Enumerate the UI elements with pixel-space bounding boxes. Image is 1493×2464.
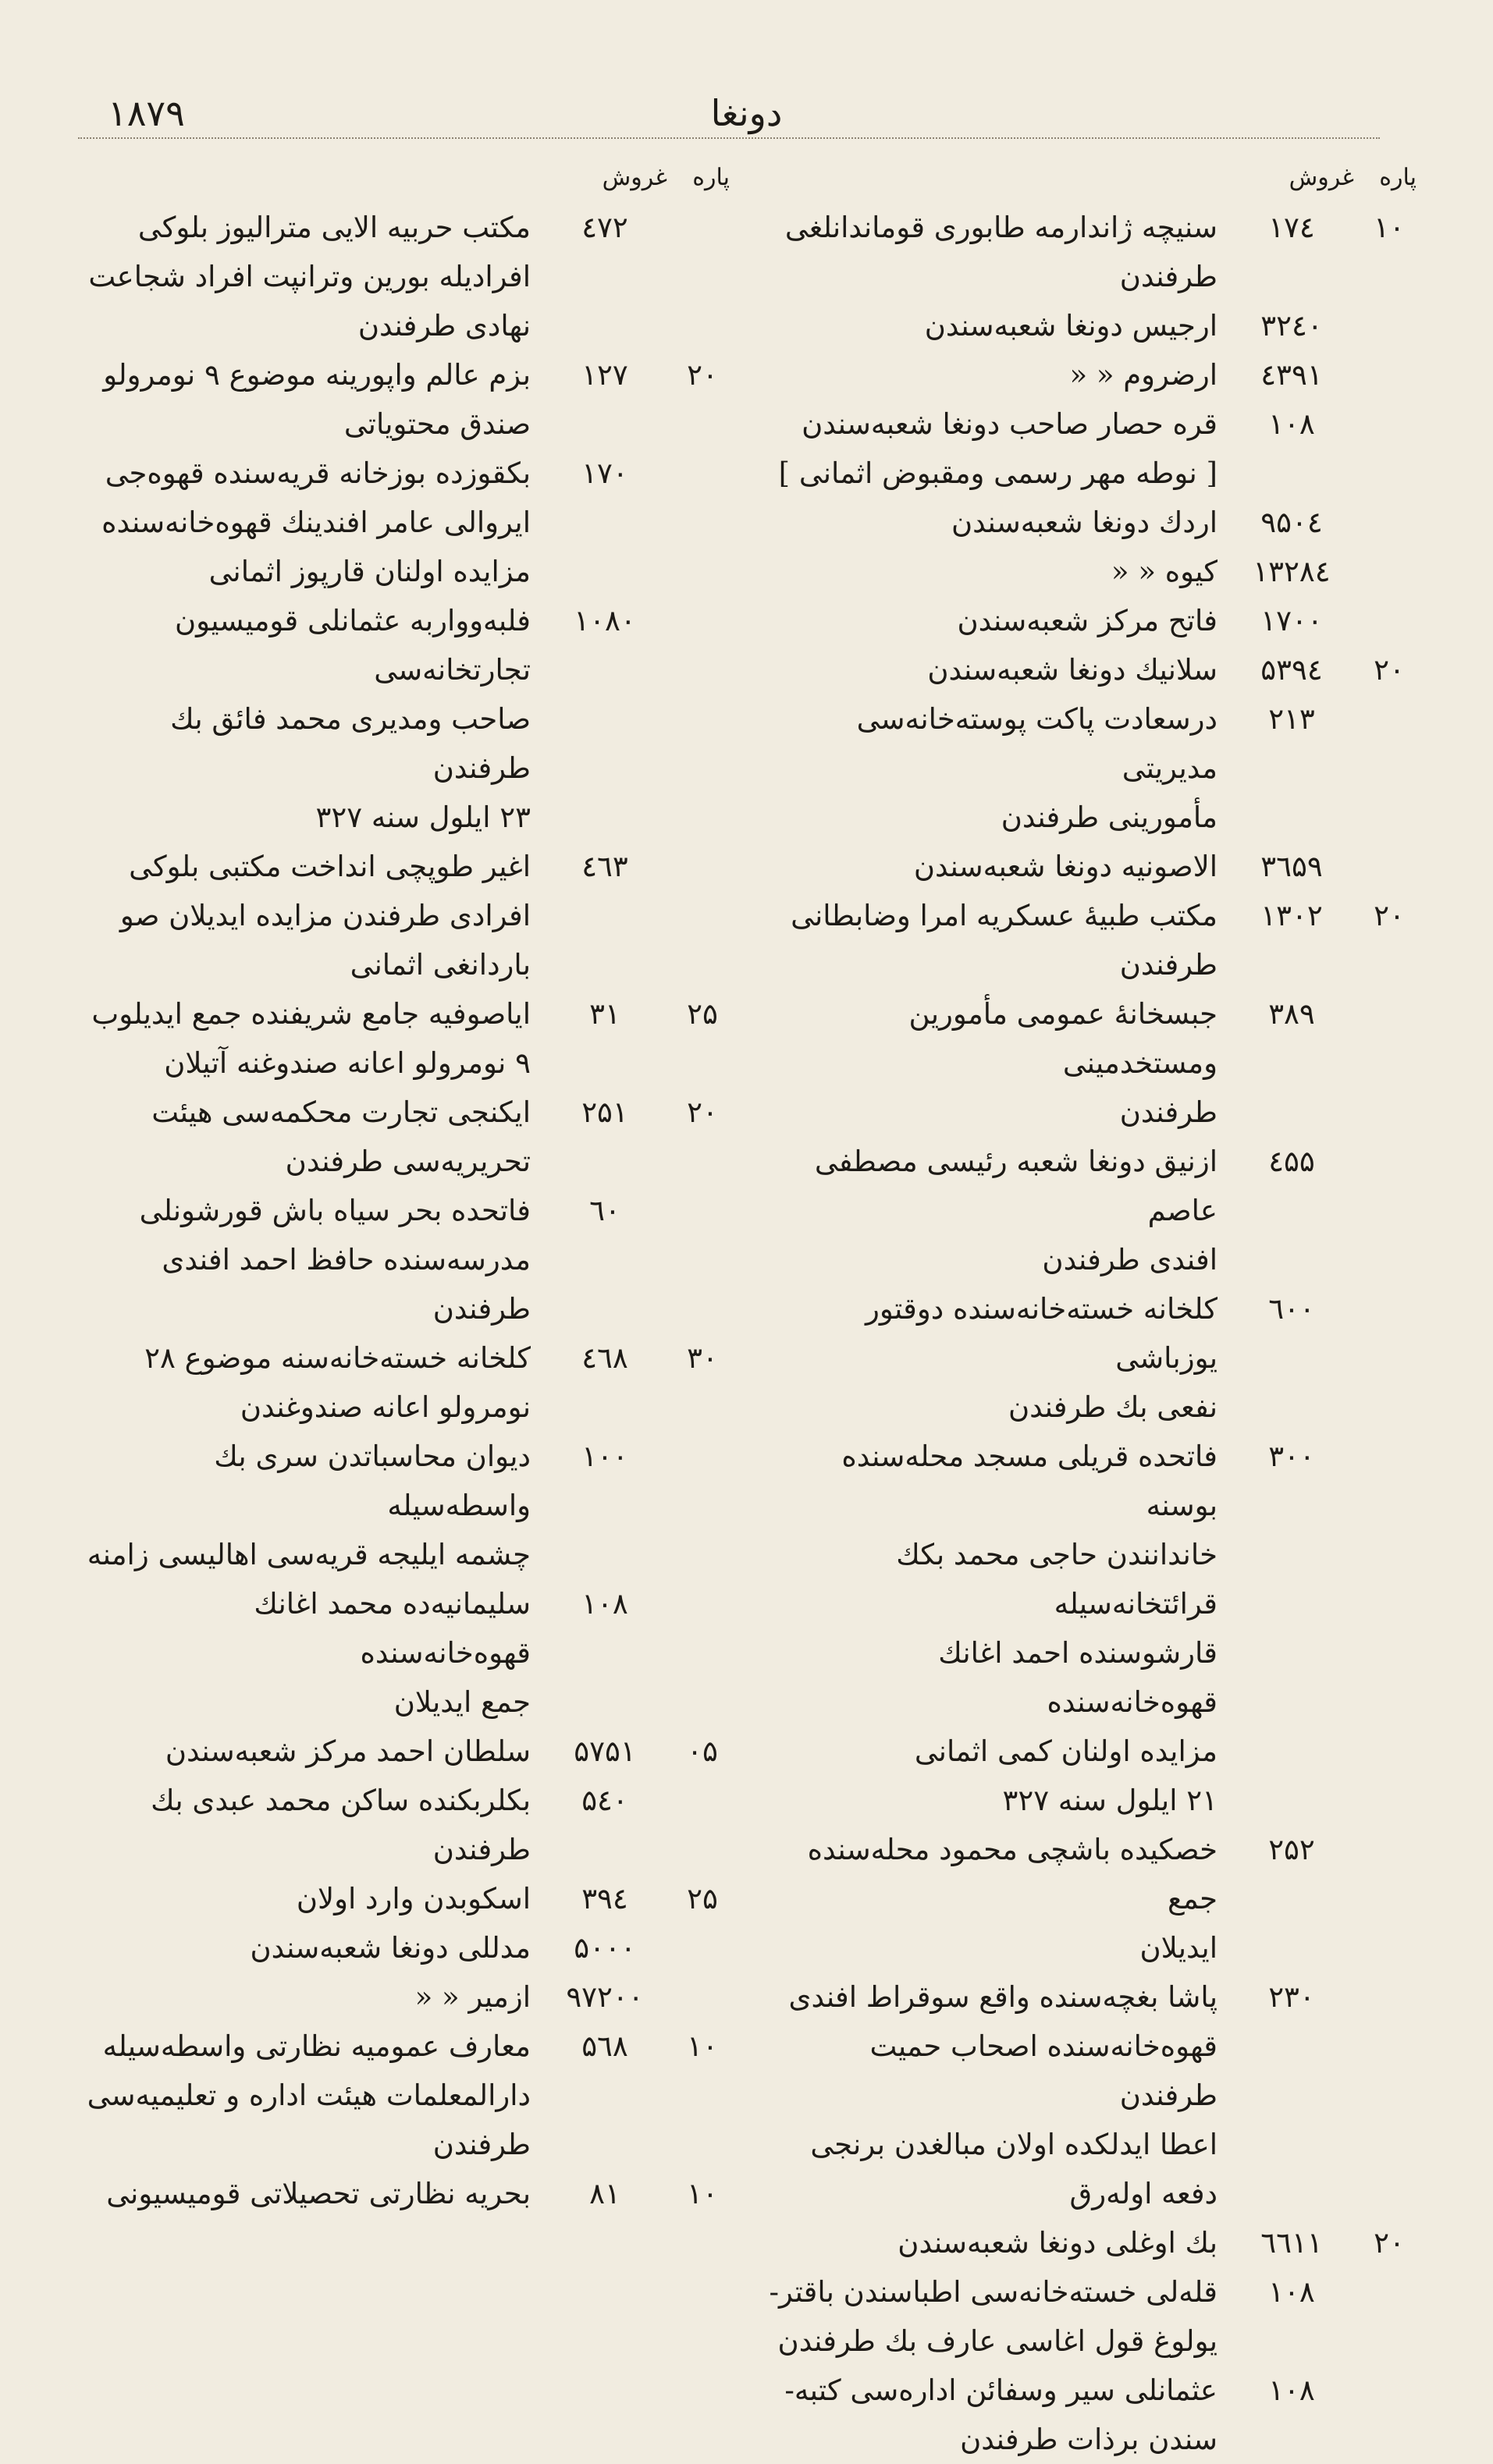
entry-gurush: ۱۷۰: [581, 456, 628, 490]
entry-gurush: ۳۰۰: [1268, 1440, 1315, 1473]
entry-description: بکقوزده بوزخانه قریه‌سنده قهوه‌جی ایروالی عامر افندینك قهوه‌خانه‌سنده مزایده اولنان قارپوز اثمانی: [101, 456, 531, 588]
ledger-entry: [78, 449, 730, 596]
ledger-entry: [78, 1776, 730, 1874]
ledger-entry: [78, 1874, 730, 1923]
entry-para: ۱۰: [687, 2029, 718, 2063]
entry-description: سلطان احمد مرکز شعبه‌سندن: [165, 1734, 531, 1768]
entry-para: ۱۰: [1374, 211, 1405, 244]
entry-gurush: ۲۵۱: [581, 1095, 628, 1129]
entry-para: ۲۰: [687, 358, 718, 392]
entry-description: قله‌لی خسته‌خانه‌سی اطباسندن باقتر- یولوغ قول اغاسی عارف بك طرفندن: [769, 2275, 1218, 2358]
entry-gurush: ۳۲٤۰: [1260, 309, 1323, 343]
entry-description: فاتحده بحر سیاه باش قورشونلی مدرسه‌سنده حافظ احمد افندی طرفندن: [139, 1194, 531, 1326]
entry-gurush: ۹۷۲۰۰: [566, 1980, 644, 2014]
entry-para: ۲۰: [1374, 899, 1405, 932]
ledger-entry: [765, 399, 1417, 498]
entry-gurush: ٤٦۸: [581, 1341, 628, 1375]
entry-description: فلبه‌وواربه عثمانلی قومیسیون تجارتخانه‌سی صاحب ومدیری محمد فائق بك طرفندن ۲۳ ایلول سنه ۳۲۷: [170, 604, 531, 834]
entry-gurush: ۲۵۲: [1268, 1833, 1315, 1866]
header-rule: [78, 137, 1380, 139]
entry-gurush: ۱۷۰۰: [1260, 604, 1323, 637]
entry-description: بکلربکنده ساکن محمد عبدی بك طرفندن: [151, 1784, 531, 1866]
entry-description: بزم عالم واپورینه موضوع ۹ نومرولو صندق محتویاتی: [103, 358, 531, 441]
entry-para: ۲۵: [687, 1882, 718, 1915]
entry-description: اسکوبدن وارد اولان: [296, 1882, 531, 1915]
ledger-entry: [765, 1284, 1417, 1432]
entry-description: کلخانه خسته‌خانه‌سنده دوقتور یوزباشی نفعی بك طرفندن: [866, 1292, 1218, 1424]
ledger-entry: [765, 2366, 1417, 2464]
ledger-entry: [765, 2267, 1417, 2366]
entry-gurush: ۲۱۳: [1268, 702, 1315, 736]
entry-gurush: ۱۰۸: [1268, 2373, 1315, 2407]
entry-gurush: ٤۳۹۱: [1260, 358, 1323, 392]
entry-gurush: ۵۰۰۰: [574, 1931, 636, 1965]
entry-description: کیوه « «: [1111, 555, 1218, 588]
ledger-entry: [78, 1727, 730, 1776]
entry-description: ارجیس دونغا شعبه‌سندن: [924, 309, 1218, 343]
entry-description: قره حصار صاحب دونغا شعبه‌سندن [ نوطه مهر رسمی ومقبوض اثمانی ]: [778, 407, 1218, 490]
entry-description: عثمانلی سیر وسفائن اداره‌سی کتبه- سندن برذات طرفندن: [784, 2373, 1218, 2456]
entry-gurush: ۵۳۹٤: [1260, 653, 1323, 687]
entry-gurush: ۵٤۰: [581, 1784, 628, 1817]
ledger-entry: [765, 891, 1417, 989]
ledger-entry: [765, 498, 1417, 547]
gurush-header: غروش: [1289, 164, 1354, 191]
entry-description: سلانیك دونغا شعبه‌سندن: [927, 653, 1218, 687]
ledger-entry: [765, 1137, 1417, 1284]
ledger-entry: [765, 350, 1417, 399]
page-number: ۱۸۷۹: [108, 92, 185, 134]
entry-gurush: ۱۰۸: [1268, 2275, 1315, 2309]
entry-gurush: ۱۲۷: [581, 358, 628, 392]
ledger-entry: [765, 1972, 1417, 2218]
entry-gurush: ۳٦۵۹: [1260, 850, 1323, 883]
entry-description: ایاصوفیه جامع شریفنده جمع ایدیلوب ۹ نومرولو اعانه صندوغنه آتیلان: [91, 997, 531, 1080]
ledger-entry: [765, 645, 1417, 694]
ledger-entry: [78, 596, 730, 842]
entry-gurush: ٦۰۰: [1268, 1292, 1315, 1326]
entry-description: جبسخانهٔ عمومی مأمورین ومستخدمینی طرفندن: [908, 997, 1218, 1129]
entry-gurush: ٤۵۵: [1268, 1145, 1315, 1178]
entry-gurush: ۳۸۹: [1268, 997, 1315, 1031]
entry-description: پاشا بغچه‌سنده واقع سوقراط افندی قهوه‌خانه‌سنده اصحاب حمیت طرفندن اعطا ایدلکده اولان مبالغدن برنجی دفعه اوله‌رق: [788, 1980, 1218, 2210]
entry-gurush: ۲۳۰: [1268, 1980, 1315, 2014]
entry-gurush: ۱۰۸۰: [574, 604, 636, 637]
para-header: پاره: [1379, 164, 1417, 191]
entry-para: ۲۵: [687, 997, 718, 1031]
entry-description: سلیمانیه‌ده محمد اغانك قهوه‌خانه‌سنده جمع ایدیلان: [254, 1587, 531, 1719]
entry-description: بحریه نظارتی تحصیلاتی قومیسیونی: [106, 2177, 531, 2210]
entry-gurush: ۱۰۸: [581, 1587, 628, 1621]
entry-description: اغیر طوپچی انداخت مکتبی بلوکی افرادی طرفندن مزایده ایدیلان صو باردانغی اثمانی: [119, 850, 531, 982]
ledger-entry: [765, 1825, 1417, 1972]
entry-gurush: ۱۷٤: [1268, 211, 1315, 244]
column-header: [78, 156, 730, 203]
ledger-entry: [765, 842, 1417, 891]
entry-description: خصکیده باشچی محمود محله‌سنده جمع ایدیلان: [807, 1833, 1218, 1965]
ledger-entry: [765, 203, 1417, 301]
ledger-entry: [78, 1923, 730, 1972]
entry-gurush: ٤۷۲: [581, 211, 628, 244]
entry-description: مدللی دونغا شعبه‌سندن: [250, 1931, 531, 1965]
entry-para: ۲۰: [1374, 653, 1405, 687]
entry-gurush: ٦۰: [589, 1194, 620, 1227]
entry-gurush: ۱۳۰۲: [1260, 899, 1323, 932]
ledger-entry: [78, 1579, 730, 1727]
entry-description: الاصونیه دونغا شعبه‌سندن: [913, 850, 1218, 883]
entry-description: دیوان محاسباتدن سری بك واسطه‌سیله چشمه ایلیجه قریه‌سی اهالیسی زامنه: [87, 1440, 531, 1571]
entry-para: ۱۰: [687, 2177, 718, 2210]
entry-para: ۲۰: [1374, 2226, 1405, 2260]
entry-description: ارضروم « «: [1069, 358, 1218, 392]
entry-description: مکتب حربیه الایی مترالیوز بلوکی افرادیله بورین وترانپت افراد شجاعت نهادی طرفندن: [88, 211, 531, 343]
entry-para: ۲۰: [687, 1095, 718, 1129]
ledger-entry: [78, 2169, 730, 2218]
entry-description: ازمیر « «: [414, 1980, 531, 2014]
page-title: دونغا: [710, 92, 783, 134]
entry-gurush: ٦٦۱۱: [1260, 2226, 1323, 2260]
right-entries: [765, 203, 1417, 2464]
entry-description: سنیچه ژاندارمه طابوری قوماندانلغی طرفندن: [784, 211, 1218, 293]
ledger-entry: [78, 1333, 730, 1432]
para-header: پاره: [692, 164, 730, 191]
entry-description: فاتحده قریلی مسجد محله‌سنده بوسنه خاندانندن حاجی محمد بکك قرائتخانه‌سیله قارشوسنده احمد اغانك قهوه‌خانه‌سنده مزایده اولنان کمی اثمانی ۲۱ ایلول سنه ۳۲۷: [841, 1440, 1218, 1817]
ledger-entry: [78, 1432, 730, 1579]
ledger-entry: [78, 350, 730, 449]
left-entries: [78, 203, 730, 2218]
entry-gurush: ٤٦۳: [581, 850, 628, 883]
ledger-entry: [78, 203, 730, 350]
ledger-entry: [765, 301, 1417, 350]
right-column: [765, 156, 1417, 2464]
gurush-header: غروش: [602, 164, 667, 191]
entry-gurush: ۱۰۸: [1268, 407, 1315, 441]
ledger-entry: [78, 2022, 730, 2169]
ledger-entry: [765, 1432, 1417, 1825]
entry-gurush: ۵۷۵۱: [574, 1734, 636, 1768]
ledger-entry: [765, 596, 1417, 645]
ledger-entry: [765, 989, 1417, 1137]
entry-description: ایکنجی تجارت محکمه‌سی هیئت تحریریه‌سی طرفندن: [151, 1095, 531, 1178]
ledger-entry: [78, 1186, 730, 1333]
entry-gurush: ۸۱: [589, 2177, 620, 2210]
entry-description: بك اوغلی دونغا شعبه‌سندن: [898, 2226, 1218, 2260]
entry-gurush: ۱۰۰: [581, 1440, 628, 1473]
entry-gurush: ۱۳۲۸٤: [1253, 555, 1331, 588]
entry-description: ازنیق دونغا شعبه رئیسی مصطفی عاصم افندی طرفندن: [814, 1145, 1218, 1276]
ledger-entry: [765, 694, 1417, 842]
column-header: [765, 156, 1417, 203]
entry-description: مکتب طبیهٔ عسکریه امرا وضابطانی طرفندن: [791, 899, 1218, 982]
ledger-entry: [78, 842, 730, 989]
entry-gurush: ۳۱: [589, 997, 620, 1031]
ledger-entry: [78, 1972, 730, 2022]
entry-gurush: ۵٦۸: [581, 2029, 628, 2063]
ledger-entry: [765, 2218, 1417, 2267]
entry-gurush: ۹۵۰٤: [1260, 506, 1323, 539]
ledger-entry: [78, 1088, 730, 1186]
entry-description: فاتح مرکز شعبه‌سندن: [957, 604, 1218, 637]
ledger-entry: [765, 547, 1417, 596]
left-column: [78, 156, 730, 2218]
entry-description: معارف عمومیه نظارتی واسطه‌سیله دارالمعلمات هیئت اداره و تعلیمیه‌سی طرفندن: [87, 2029, 531, 2161]
entry-description: کلخانه خسته‌خانه‌سنه موضوع ۲۸ نومرولو اعانه صندوغندن: [144, 1341, 531, 1424]
entry-description: درسعادت پاکت پوسته‌خانه‌سی مدیریتی مأمورینی طرفندن: [856, 702, 1218, 834]
entry-para: ۰۵: [687, 1734, 718, 1768]
entry-para: ۳۰: [687, 1341, 718, 1375]
entry-gurush: ۳۹٤: [581, 1882, 628, 1915]
ledger-entry: [78, 989, 730, 1088]
entry-description: اردك دونغا شعبه‌سندن: [951, 506, 1218, 539]
